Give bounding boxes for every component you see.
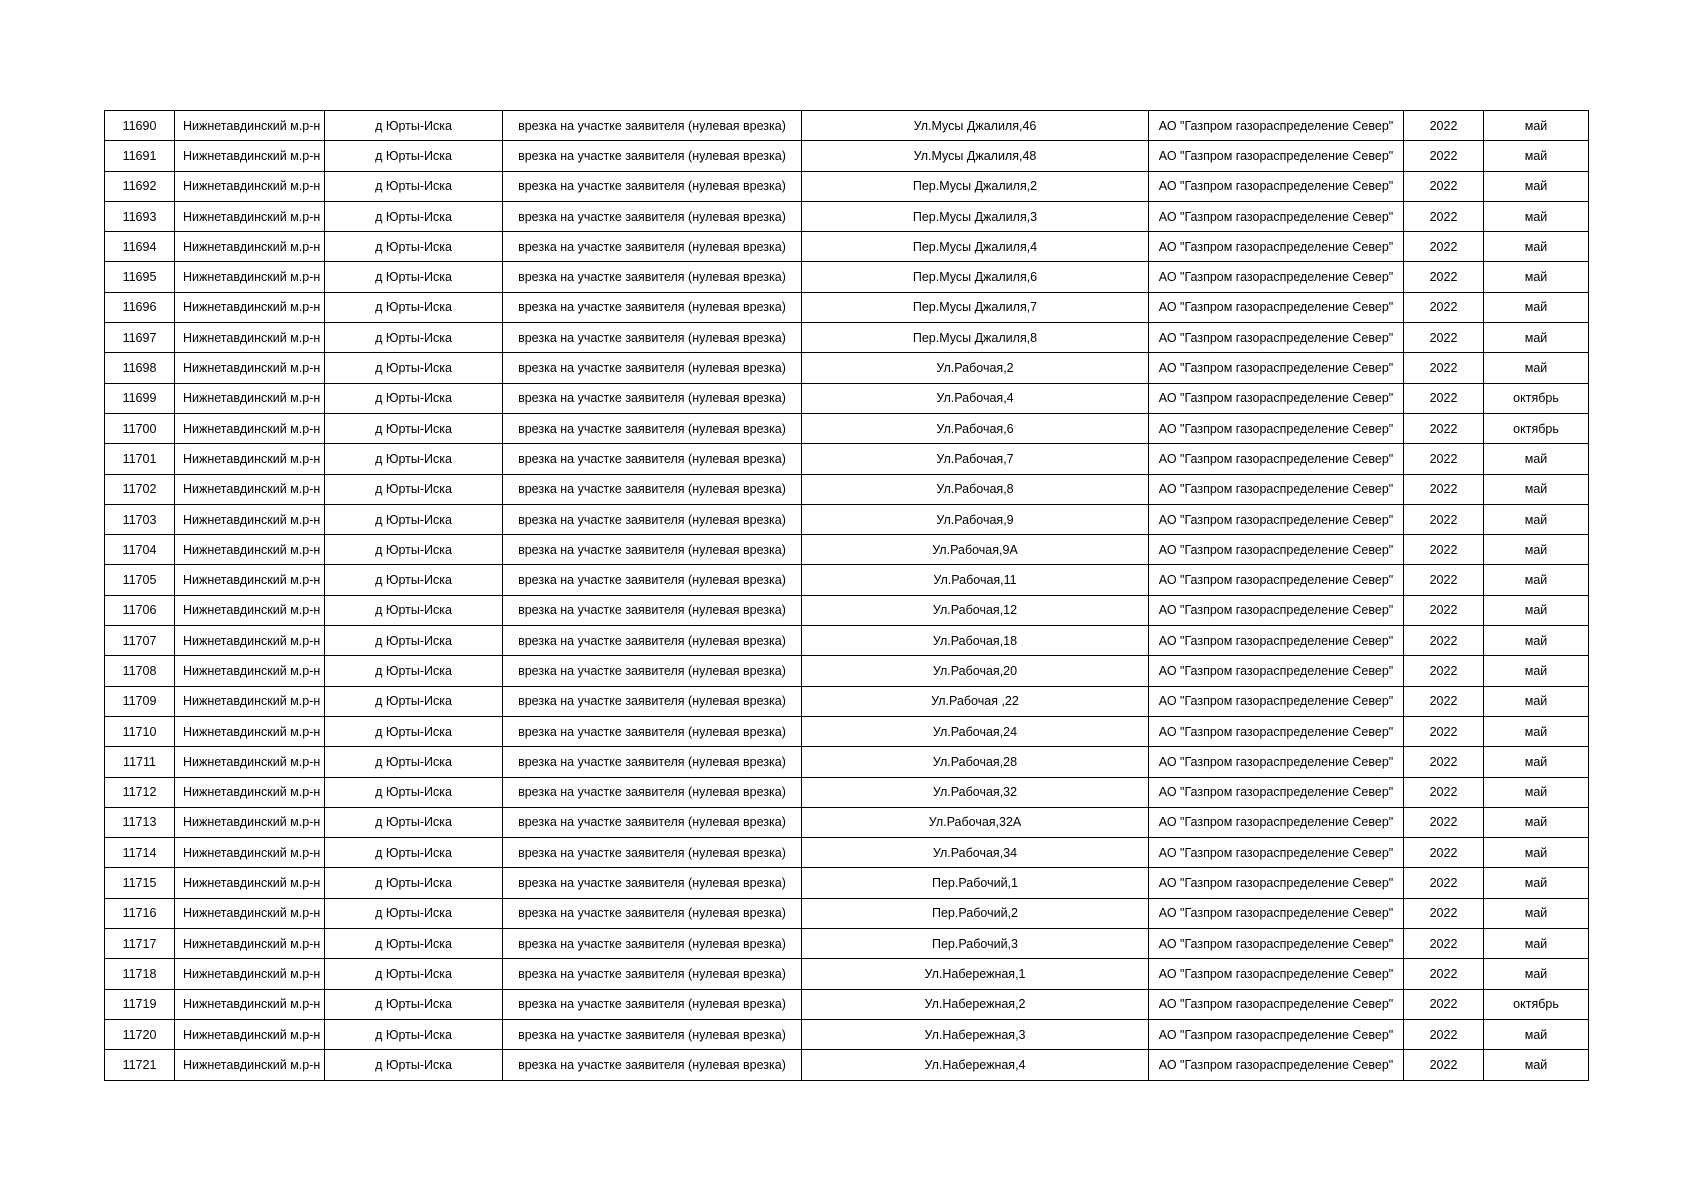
cell-district: Нижнетавдинский м.р-н [175,1019,325,1049]
cell-district: Нижнетавдинский м.р-н [175,444,325,474]
cell-settlement: д Юрты-Иска [325,141,503,171]
cell-year: 2022 [1404,898,1484,928]
cell-district: Нижнетавдинский м.р-н [175,111,325,141]
table-row [105,929,1589,959]
cell-work-type: врезка на участке заявителя (нулевая врезка) [503,686,802,716]
cell-id: 11710 [105,716,175,746]
cell-id: 11707 [105,626,175,656]
cell-year: 2022 [1404,262,1484,292]
cell-organization: АО "Газпром газораспределение Север" [1149,262,1404,292]
cell-id: 11712 [105,777,175,807]
table-row [105,535,1589,565]
cell-address: Пер.Мусы Джалиля,4 [802,232,1149,262]
cell-id: 11706 [105,595,175,625]
cell-month: май [1484,929,1589,959]
cell-settlement: д Юрты-Иска [325,535,503,565]
cell-month: октябрь [1484,413,1589,443]
cell-address: Пер.Рабочий,2 [802,898,1149,928]
cell-organization: АО "Газпром газораспределение Север" [1149,171,1404,201]
cell-district: Нижнетавдинский м.р-н [175,171,325,201]
table-row [105,1050,1589,1080]
cell-district: Нижнетавдинский м.р-н [175,898,325,928]
cell-organization: АО "Газпром газораспределение Север" [1149,383,1404,413]
cell-settlement: д Юрты-Иска [325,262,503,292]
cell-address: Ул.Рабочая,24 [802,716,1149,746]
cell-address: Пер.Мусы Джалиля,3 [802,201,1149,231]
cell-work-type: врезка на участке заявителя (нулевая врезка) [503,989,802,1019]
cell-settlement: д Юрты-Иска [325,595,503,625]
cell-address: Пер.Мусы Джалиля,8 [802,323,1149,353]
cell-year: 2022 [1404,747,1484,777]
cell-work-type: врезка на участке заявителя (нулевая врезка) [503,626,802,656]
table-row [105,777,1589,807]
cell-organization: АО "Газпром газораспределение Север" [1149,413,1404,443]
cell-settlement: д Юрты-Иска [325,777,503,807]
cell-district: Нижнетавдинский м.р-н [175,353,325,383]
table-row [105,595,1589,625]
cell-organization: АО "Газпром газораспределение Север" [1149,686,1404,716]
cell-address: Пер.Рабочий,1 [802,868,1149,898]
cell-id: 11719 [105,989,175,1019]
cell-settlement: д Юрты-Иска [325,565,503,595]
cell-organization: АО "Газпром газораспределение Север" [1149,141,1404,171]
cell-id: 11718 [105,959,175,989]
cell-month: май [1484,444,1589,474]
cell-year: 2022 [1404,656,1484,686]
cell-work-type: врезка на участке заявителя (нулевая врезка) [503,959,802,989]
cell-year: 2022 [1404,323,1484,353]
cell-address: Ул.Мусы Джалиля,48 [802,141,1149,171]
cell-work-type: врезка на участке заявителя (нулевая врезка) [503,323,802,353]
cell-work-type: врезка на участке заявителя (нулевая врезка) [503,201,802,231]
cell-id: 11696 [105,292,175,322]
table-row [105,989,1589,1019]
cell-address: Ул.Рабочая,6 [802,413,1149,443]
table-row [105,716,1589,746]
table-row [105,747,1589,777]
cell-year: 2022 [1404,232,1484,262]
cell-settlement: д Юрты-Иска [325,716,503,746]
table-row [105,444,1589,474]
table-row [105,504,1589,534]
cell-settlement: д Юрты-Иска [325,474,503,504]
cell-address: Ул.Мусы Джалиля,46 [802,111,1149,141]
cell-organization: АО "Газпром газораспределение Север" [1149,989,1404,1019]
cell-district: Нижнетавдинский м.р-н [175,262,325,292]
cell-month: май [1484,747,1589,777]
cell-year: 2022 [1404,444,1484,474]
cell-year: 2022 [1404,383,1484,413]
cell-work-type: врезка на участке заявителя (нулевая врезка) [503,413,802,443]
table-row [105,686,1589,716]
cell-year: 2022 [1404,989,1484,1019]
cell-organization: АО "Газпром газораспределение Север" [1149,201,1404,231]
cell-month: май [1484,626,1589,656]
cell-work-type: врезка на участке заявителя (нулевая врезка) [503,141,802,171]
cell-id: 11721 [105,1050,175,1080]
cell-organization: АО "Газпром газораспределение Север" [1149,565,1404,595]
cell-district: Нижнетавдинский м.р-н [175,929,325,959]
cell-year: 2022 [1404,535,1484,565]
cell-id: 11701 [105,444,175,474]
cell-year: 2022 [1404,292,1484,322]
cell-district: Нижнетавдинский м.р-н [175,989,325,1019]
table-row [105,807,1589,837]
cell-id: 11717 [105,929,175,959]
cell-month: май [1484,565,1589,595]
cell-district: Нижнетавдинский м.р-н [175,413,325,443]
cell-organization: АО "Газпром газораспределение Север" [1149,807,1404,837]
cell-organization: АО "Газпром газораспределение Север" [1149,323,1404,353]
table-body [105,111,1589,1081]
cell-id: 11704 [105,535,175,565]
cell-district: Нижнетавдинский м.р-н [175,747,325,777]
cell-district: Нижнетавдинский м.р-н [175,201,325,231]
cell-settlement: д Юрты-Иска [325,1050,503,1080]
cell-organization: АО "Газпром газораспределение Север" [1149,747,1404,777]
cell-work-type: врезка на участке заявителя (нулевая врезка) [503,1019,802,1049]
cell-id: 11705 [105,565,175,595]
cell-month: май [1484,111,1589,141]
cell-organization: АО "Газпром газораспределение Север" [1149,929,1404,959]
cell-organization: АО "Газпром газораспределение Север" [1149,959,1404,989]
cell-work-type: врезка на участке заявителя (нулевая врезка) [503,262,802,292]
cell-id: 11693 [105,201,175,231]
cell-year: 2022 [1404,626,1484,656]
cell-district: Нижнетавдинский м.р-н [175,807,325,837]
cell-address: Пер.Рабочий,3 [802,929,1149,959]
cell-month: май [1484,171,1589,201]
table-row [105,201,1589,231]
cell-month: май [1484,898,1589,928]
cell-work-type: врезка на участке заявителя (нулевая врезка) [503,656,802,686]
cell-address: Ул.Рабочая,9А [802,535,1149,565]
cell-settlement: д Юрты-Иска [325,686,503,716]
cell-month: май [1484,474,1589,504]
cell-id: 11698 [105,353,175,383]
cell-district: Нижнетавдинский м.р-н [175,383,325,413]
cell-district: Нижнетавдинский м.р-н [175,232,325,262]
cell-month: май [1484,868,1589,898]
cell-work-type: врезка на участке заявителя (нулевая врезка) [503,868,802,898]
cell-month: май [1484,959,1589,989]
cell-district: Нижнетавдинский м.р-н [175,535,325,565]
cell-id: 11700 [105,413,175,443]
cell-organization: АО "Газпром газораспределение Север" [1149,626,1404,656]
cell-district: Нижнетавдинский м.р-н [175,504,325,534]
cell-organization: АО "Газпром газораспределение Север" [1149,1019,1404,1049]
cell-work-type: врезка на участке заявителя (нулевая врезка) [503,474,802,504]
cell-id: 11709 [105,686,175,716]
table-row [105,323,1589,353]
cell-organization: АО "Газпром газораспределение Север" [1149,474,1404,504]
cell-month: май [1484,535,1589,565]
cell-address: Пер.Мусы Джалиля,2 [802,171,1149,201]
cell-id: 11694 [105,232,175,262]
cell-month: май [1484,807,1589,837]
cell-id: 11690 [105,111,175,141]
cell-month: май [1484,292,1589,322]
table-row [105,111,1589,141]
cell-month: май [1484,232,1589,262]
cell-month: май [1484,595,1589,625]
cell-work-type: врезка на участке заявителя (нулевая врезка) [503,292,802,322]
cell-year: 2022 [1404,686,1484,716]
cell-work-type: врезка на участке заявителя (нулевая врезка) [503,565,802,595]
cell-id: 11716 [105,898,175,928]
cell-address: Ул.Набережная,1 [802,959,1149,989]
cell-work-type: врезка на участке заявителя (нулевая врезка) [503,595,802,625]
cell-settlement: д Юрты-Иска [325,929,503,959]
table-row [105,353,1589,383]
cell-district: Нижнетавдинский м.р-н [175,716,325,746]
cell-address: Ул.Рабочая,20 [802,656,1149,686]
cell-organization: АО "Газпром газораспределение Север" [1149,292,1404,322]
table-row [105,626,1589,656]
cell-address: Ул.Рабочая,18 [802,626,1149,656]
cell-id: 11711 [105,747,175,777]
cell-id: 11697 [105,323,175,353]
cell-settlement: д Юрты-Иска [325,201,503,231]
cell-address: Ул.Рабочая,32А [802,807,1149,837]
cell-year: 2022 [1404,413,1484,443]
cell-address: Пер.Мусы Джалиля,7 [802,292,1149,322]
cell-district: Нижнетавдинский м.р-н [175,1050,325,1080]
cell-id: 11714 [105,838,175,868]
cell-work-type: врезка на участке заявителя (нулевая врезка) [503,111,802,141]
cell-id: 11692 [105,171,175,201]
table-row [105,656,1589,686]
table-row [105,262,1589,292]
cell-address: Ул.Рабочая,8 [802,474,1149,504]
gasification-table [104,110,1589,1081]
cell-month: май [1484,141,1589,171]
cell-district: Нижнетавдинский м.р-н [175,474,325,504]
cell-address: Ул.Рабочая,12 [802,595,1149,625]
cell-address: Ул.Рабочая,2 [802,353,1149,383]
cell-settlement: д Юрты-Иска [325,383,503,413]
cell-work-type: врезка на участке заявителя (нулевая врезка) [503,232,802,262]
cell-settlement: д Юрты-Иска [325,111,503,141]
cell-id: 11695 [105,262,175,292]
cell-settlement: д Юрты-Иска [325,232,503,262]
cell-district: Нижнетавдинский м.р-н [175,959,325,989]
cell-address: Ул.Рабочая,32 [802,777,1149,807]
cell-organization: АО "Газпром газораспределение Север" [1149,1050,1404,1080]
cell-settlement: д Юрты-Иска [325,868,503,898]
cell-year: 2022 [1404,929,1484,959]
cell-organization: АО "Газпром газораспределение Север" [1149,838,1404,868]
cell-month: май [1484,1050,1589,1080]
cell-organization: АО "Газпром газораспределение Север" [1149,716,1404,746]
cell-month: май [1484,323,1589,353]
table-row [105,292,1589,322]
cell-settlement: д Юрты-Иска [325,504,503,534]
cell-address: Ул.Рабочая ,22 [802,686,1149,716]
cell-month: май [1484,201,1589,231]
table-row [105,474,1589,504]
cell-month: май [1484,1019,1589,1049]
cell-work-type: врезка на участке заявителя (нулевая врезка) [503,716,802,746]
cell-month: май [1484,262,1589,292]
cell-work-type: врезка на участке заявителя (нулевая врезка) [503,807,802,837]
cell-id: 11720 [105,1019,175,1049]
cell-year: 2022 [1404,868,1484,898]
cell-settlement: д Юрты-Иска [325,323,503,353]
cell-month: май [1484,716,1589,746]
table-row [105,898,1589,928]
cell-settlement: д Юрты-Иска [325,292,503,322]
cell-id: 11713 [105,807,175,837]
cell-settlement: д Юрты-Иска [325,413,503,443]
cell-district: Нижнетавдинский м.р-н [175,777,325,807]
table-row [105,1019,1589,1049]
cell-year: 2022 [1404,807,1484,837]
cell-address: Ул.Набережная,2 [802,989,1149,1019]
cell-work-type: врезка на участке заявителя (нулевая врезка) [503,444,802,474]
cell-work-type: врезка на участке заявителя (нулевая врезка) [503,383,802,413]
cell-district: Нижнетавдинский м.р-н [175,565,325,595]
cell-settlement: д Юрты-Иска [325,989,503,1019]
cell-year: 2022 [1404,716,1484,746]
cell-work-type: врезка на участке заявителя (нулевая врезка) [503,929,802,959]
table-row [105,232,1589,262]
cell-settlement: д Юрты-Иска [325,656,503,686]
cell-work-type: врезка на участке заявителя (нулевая врезка) [503,504,802,534]
document-page [104,110,1589,1081]
cell-id: 11702 [105,474,175,504]
cell-year: 2022 [1404,141,1484,171]
cell-year: 2022 [1404,171,1484,201]
cell-month: май [1484,656,1589,686]
table-row [105,959,1589,989]
cell-id: 11715 [105,868,175,898]
cell-work-type: врезка на участке заявителя (нулевая врезка) [503,747,802,777]
cell-year: 2022 [1404,959,1484,989]
cell-work-type: врезка на участке заявителя (нулевая врезка) [503,1050,802,1080]
cell-year: 2022 [1404,1019,1484,1049]
cell-organization: АО "Газпром газораспределение Север" [1149,595,1404,625]
cell-address: Ул.Рабочая,34 [802,838,1149,868]
cell-district: Нижнетавдинский м.р-н [175,141,325,171]
cell-year: 2022 [1404,595,1484,625]
cell-district: Нижнетавдинский м.р-н [175,595,325,625]
table-row [105,383,1589,413]
cell-settlement: д Юрты-Иска [325,626,503,656]
cell-month: май [1484,504,1589,534]
cell-settlement: д Юрты-Иска [325,353,503,383]
cell-work-type: врезка на участке заявителя (нулевая врезка) [503,353,802,383]
cell-id: 11691 [105,141,175,171]
cell-address: Ул.Рабочая,28 [802,747,1149,777]
cell-organization: АО "Газпром газораспределение Север" [1149,353,1404,383]
cell-address: Ул.Набережная,3 [802,1019,1149,1049]
cell-address: Пер.Мусы Джалиля,6 [802,262,1149,292]
cell-settlement: д Юрты-Иска [325,444,503,474]
cell-work-type: врезка на участке заявителя (нулевая врезка) [503,171,802,201]
cell-work-type: врезка на участке заявителя (нулевая врезка) [503,777,802,807]
table-row [105,565,1589,595]
table-row [105,413,1589,443]
cell-district: Нижнетавдинский м.р-н [175,868,325,898]
cell-id: 11703 [105,504,175,534]
cell-district: Нижнетавдинский м.р-н [175,838,325,868]
cell-address: Ул.Рабочая,11 [802,565,1149,595]
cell-district: Нижнетавдинский м.р-н [175,292,325,322]
cell-work-type: врезка на участке заявителя (нулевая врезка) [503,535,802,565]
cell-year: 2022 [1404,474,1484,504]
cell-id: 11699 [105,383,175,413]
cell-year: 2022 [1404,504,1484,534]
cell-district: Нижнетавдинский м.р-н [175,656,325,686]
cell-address: Ул.Рабочая,9 [802,504,1149,534]
table-row [105,171,1589,201]
cell-organization: АО "Газпром газораспределение Север" [1149,656,1404,686]
cell-organization: АО "Газпром газораспределение Север" [1149,777,1404,807]
cell-work-type: врезка на участке заявителя (нулевая врезка) [503,838,802,868]
cell-year: 2022 [1404,111,1484,141]
cell-year: 2022 [1404,565,1484,595]
cell-settlement: д Юрты-Иска [325,747,503,777]
cell-organization: АО "Газпром газораспределение Север" [1149,898,1404,928]
cell-organization: АО "Газпром газораспределение Север" [1149,232,1404,262]
cell-address: Ул.Рабочая,7 [802,444,1149,474]
cell-settlement: д Юрты-Иска [325,1019,503,1049]
cell-month: май [1484,838,1589,868]
cell-year: 2022 [1404,838,1484,868]
cell-settlement: д Юрты-Иска [325,807,503,837]
cell-district: Нижнетавдинский м.р-н [175,323,325,353]
cell-settlement: д Юрты-Иска [325,959,503,989]
cell-organization: АО "Газпром газораспределение Север" [1149,868,1404,898]
cell-settlement: д Юрты-Иска [325,838,503,868]
cell-month: май [1484,777,1589,807]
cell-address: Ул.Рабочая,4 [802,383,1149,413]
cell-year: 2022 [1404,777,1484,807]
cell-month: октябрь [1484,383,1589,413]
cell-organization: АО "Газпром газораспределение Север" [1149,111,1404,141]
cell-organization: АО "Газпром газораспределение Север" [1149,504,1404,534]
cell-organization: АО "Газпром газораспределение Север" [1149,535,1404,565]
cell-year: 2022 [1404,353,1484,383]
cell-year: 2022 [1404,1050,1484,1080]
cell-address: Ул.Набережная,4 [802,1050,1149,1080]
cell-month: май [1484,353,1589,383]
table-row [105,141,1589,171]
cell-organization: АО "Газпром газораспределение Север" [1149,444,1404,474]
cell-month: октябрь [1484,989,1589,1019]
cell-year: 2022 [1404,201,1484,231]
cell-district: Нижнетавдинский м.р-н [175,626,325,656]
cell-id: 11708 [105,656,175,686]
cell-settlement: д Юрты-Иска [325,898,503,928]
cell-district: Нижнетавдинский м.р-н [175,686,325,716]
table-row [105,868,1589,898]
table-row [105,838,1589,868]
cell-work-type: врезка на участке заявителя (нулевая врезка) [503,898,802,928]
cell-settlement: д Юрты-Иска [325,171,503,201]
cell-month: май [1484,686,1589,716]
